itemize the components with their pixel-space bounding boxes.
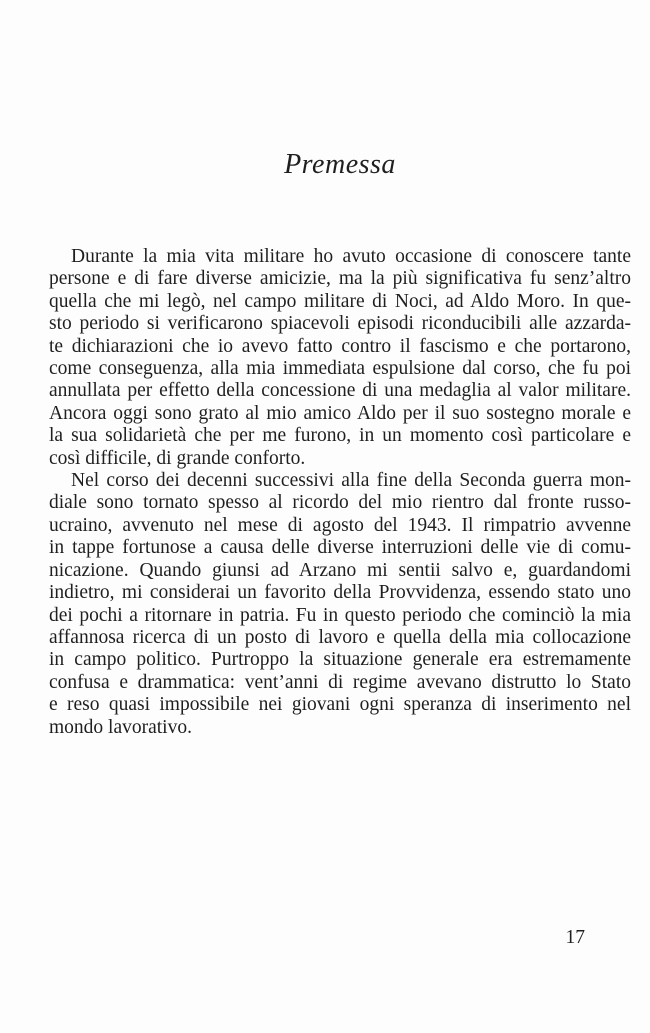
text-line: persone e di fare diverse amicizie, ma la più significativa fu senz’altro — [49, 268, 631, 290]
text-line: in campo politico. Purtroppo la situazione generale era estremamente — [49, 649, 631, 671]
text-line: mondo lavorativo. — [49, 716, 192, 738]
body-text — [49, 246, 631, 739]
text-line: quella che mi legò, nel campo militare di Noci, ad Aldo Moro. In que- — [49, 290, 631, 312]
text-line: dei pochi a ritornare in patria. Fu in questo periodo che cominciò la mia — [49, 604, 631, 626]
text-line: sto periodo si verificarono spiacevoli episodi riconducibili alle azzarda- — [49, 313, 631, 335]
paragraph — [49, 470, 631, 739]
text-line: la sua solidarietà che per me furono, in un momento così particolare e — [49, 425, 631, 447]
text-line: indietro, mi considerai un favorito della Provvidenza, essendo stato uno — [49, 582, 631, 604]
text-line: Ancora oggi sono grato al mio amico Aldo per il suo sostegno morale e — [49, 402, 631, 424]
text-line: così difficile, di grande conforto. — [49, 447, 306, 469]
text-line: nicazione. Quando giunsi ad Arzano mi sentii salvo e, guardandomi — [49, 559, 631, 581]
text-line: in tappe fortunose a causa delle diverse interruzioni delle vie di comu- — [49, 537, 631, 559]
text-line: affannosa ricerca di un posto di lavoro e quella della mia collocazione — [49, 626, 631, 648]
text-line: Durante la mia vita militare ho avuto occasione di conoscere tante — [71, 246, 631, 267]
text-line: te dichiarazioni che io avevo fatto contro il fascismo e che portarono, — [49, 335, 631, 357]
text-line: annullata per effetto della concessione di una medaglia al valor militare. — [49, 380, 631, 402]
text-line: come conseguenza, alla mia immediata espulsione dal corso, che fu poi — [49, 358, 631, 380]
text-line: diale sono tornato spesso al ricordo del mio rientro dal fronte russo- — [49, 492, 631, 514]
page-number: 17 — [565, 927, 585, 948]
text-line: Nel corso dei decenni successivi alla fine della Seconda guerra mon- — [71, 470, 631, 492]
page-title: Premessa — [284, 149, 396, 180]
text-line: confusa e drammatica: vent’anni di regime avevano distrutto lo Stato — [49, 671, 631, 693]
paragraph — [49, 246, 631, 470]
text-line: e reso quasi impossibile nei giovani ogni speranza di inserimento nel — [49, 694, 631, 716]
text-line: ucraino, avvenuto nel mese di agosto del 1943. Il rimpatrio avvenne — [49, 514, 631, 536]
